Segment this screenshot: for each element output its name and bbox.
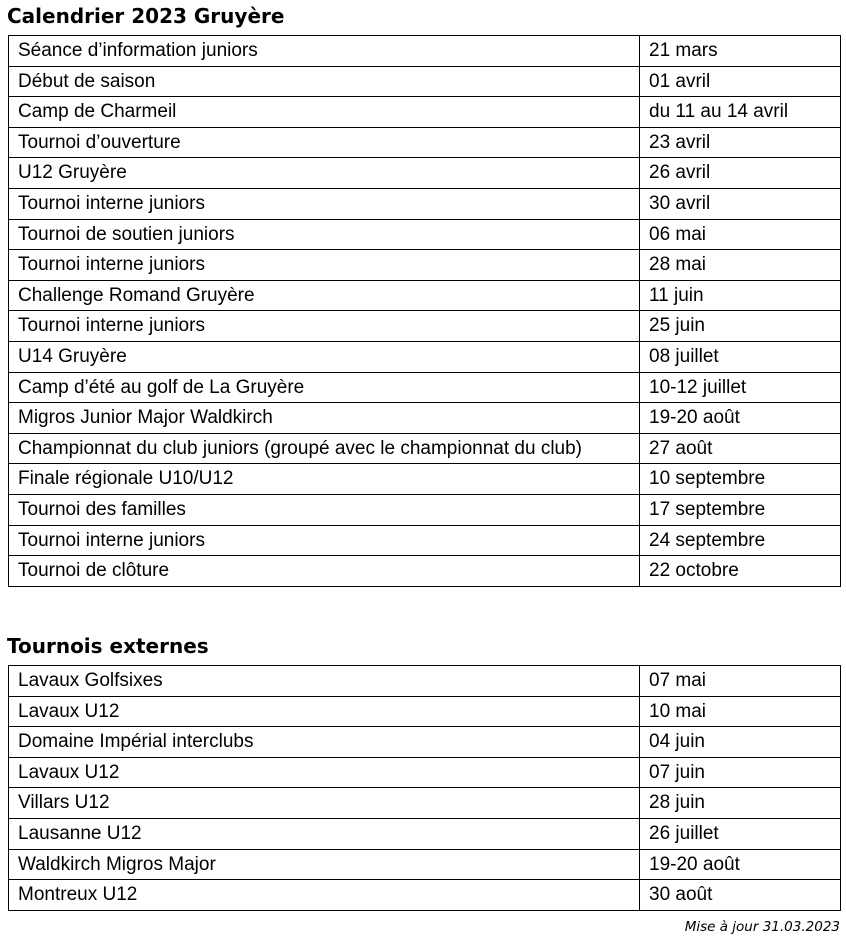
calendar-title: Calendrier 2023 Gruyère (7, 4, 285, 28)
calendar-table-body (9, 36, 841, 587)
event-cell: U12 Gruyère (9, 158, 640, 189)
event-cell: Montreux U12 (9, 880, 640, 911)
date-cell: 23 avril (640, 127, 841, 158)
table-row (9, 127, 841, 158)
table-row (9, 727, 841, 758)
event-cell: Tournoi des familles (9, 494, 640, 525)
event-cell: Tournoi interne juniors (9, 250, 640, 281)
table-row (9, 158, 841, 189)
table-row (9, 849, 841, 880)
table-row (9, 757, 841, 788)
date-cell: 26 juillet (640, 818, 841, 849)
table-row (9, 97, 841, 128)
table-row (9, 556, 841, 587)
date-cell: 26 avril (640, 158, 841, 189)
event-cell: Lavaux Golfsixes (9, 666, 640, 697)
table-row (9, 464, 841, 495)
event-cell: Lavaux U12 (9, 757, 640, 788)
event-cell: Lavaux U12 (9, 696, 640, 727)
table-row (9, 403, 841, 434)
table-row (9, 250, 841, 281)
event-cell: Tournoi de soutien juniors (9, 219, 640, 250)
date-cell: 21 mars (640, 36, 841, 67)
date-cell: 08 juillet (640, 341, 841, 372)
date-cell: 04 juin (640, 727, 841, 758)
event-cell: Championnat du club juniors (groupé avec le championnat du club) (9, 433, 640, 464)
date-cell: 27 août (640, 433, 841, 464)
table-row (9, 494, 841, 525)
external-tournaments-title: Tournois externes (7, 634, 209, 658)
table-row (9, 341, 841, 372)
date-cell: 19-20 août (640, 849, 841, 880)
date-cell: 10-12 juillet (640, 372, 841, 403)
external-tournaments-table-body (9, 666, 841, 911)
table-row (9, 666, 841, 697)
date-cell: 06 mai (640, 219, 841, 250)
table-row (9, 36, 841, 67)
event-cell: Finale régionale U10/U12 (9, 464, 640, 495)
table-row (9, 66, 841, 97)
date-cell: 28 mai (640, 250, 841, 281)
table-row (9, 433, 841, 464)
event-cell: Challenge Romand Gruyère (9, 280, 640, 311)
date-cell: 30 août (640, 880, 841, 911)
event-cell: Camp de Charmeil (9, 97, 640, 128)
date-cell: 30 avril (640, 188, 841, 219)
date-cell: du 11 au 14 avril (640, 97, 841, 128)
table-row (9, 525, 841, 556)
date-cell: 25 juin (640, 311, 841, 342)
event-cell: Villars U12 (9, 788, 640, 819)
date-cell: 22 octobre (640, 556, 841, 587)
table-row (9, 280, 841, 311)
date-cell: 07 juin (640, 757, 841, 788)
date-cell: 07 mai (640, 666, 841, 697)
event-cell: Lausanne U12 (9, 818, 640, 849)
date-cell: 11 juin (640, 280, 841, 311)
external-tournaments-table (8, 665, 841, 911)
table-row (9, 188, 841, 219)
date-cell: 19-20 août (640, 403, 841, 434)
date-cell: 10 mai (640, 696, 841, 727)
date-cell: 24 septembre (640, 525, 841, 556)
update-note: Mise à jour 31.03.2023 (684, 919, 840, 935)
event-cell: Tournoi de clôture (9, 556, 640, 587)
table-row (9, 219, 841, 250)
date-cell: 28 juin (640, 788, 841, 819)
event-cell: Migros Junior Major Waldkirch (9, 403, 640, 434)
event-cell: Séance d’information juniors (9, 36, 640, 67)
table-row (9, 818, 841, 849)
event-cell: Tournoi interne juniors (9, 525, 640, 556)
date-cell: 01 avril (640, 66, 841, 97)
event-cell: Tournoi interne juniors (9, 311, 640, 342)
table-row (9, 311, 841, 342)
event-cell: Camp d’été au golf de La Gruyère (9, 372, 640, 403)
table-row (9, 880, 841, 911)
event-cell: Tournoi d’ouverture (9, 127, 640, 158)
date-cell: 10 septembre (640, 464, 841, 495)
event-cell: Début de saison (9, 66, 640, 97)
event-cell: Waldkirch Migros Major (9, 849, 640, 880)
date-cell: 17 septembre (640, 494, 841, 525)
table-row (9, 696, 841, 727)
table-row (9, 788, 841, 819)
calendar-table (8, 35, 841, 587)
event-cell: U14 Gruyère (9, 341, 640, 372)
event-cell: Tournoi interne juniors (9, 188, 640, 219)
table-row (9, 372, 841, 403)
event-cell: Domaine Impérial interclubs (9, 727, 640, 758)
